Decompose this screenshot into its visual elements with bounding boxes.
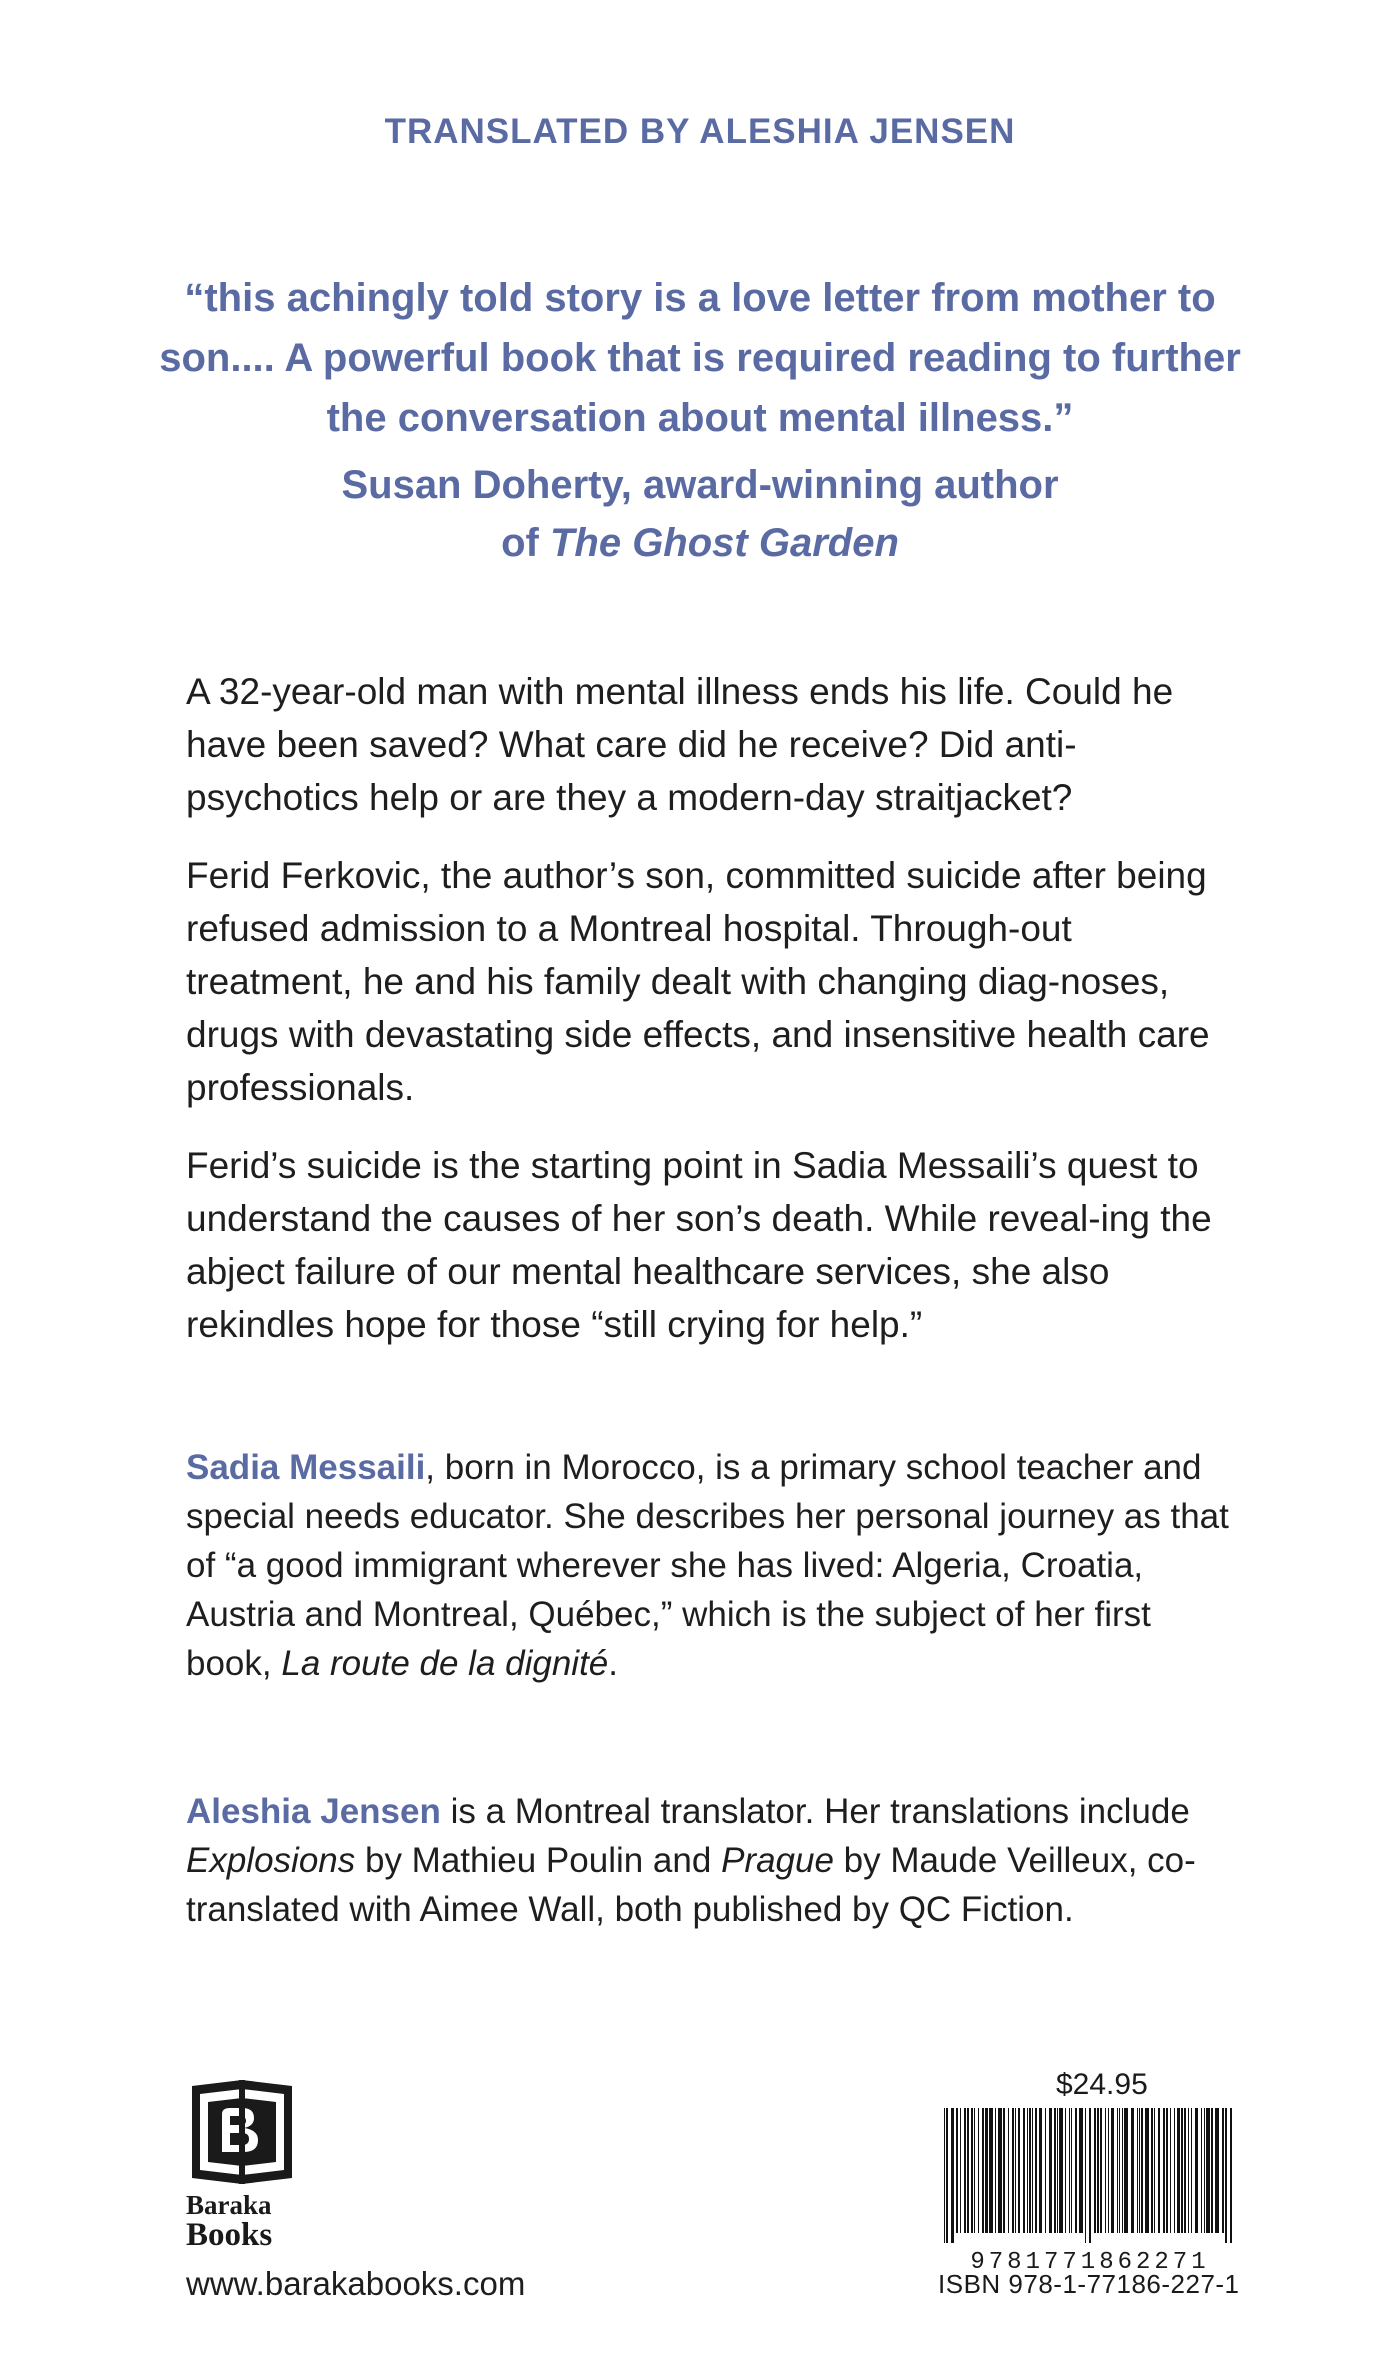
translator-bio-part3: by Maude Veilleux, co-translated with Aimee Wall, both published by QC Fiction. (186, 1841, 1196, 1929)
author-name: Sadia Messaili (186, 1448, 426, 1487)
barcode-bar (1137, 2108, 1138, 2233)
barcode-bar (1032, 2108, 1033, 2233)
attribution-book-title: The Ghost Garden (549, 521, 899, 565)
barcode-bar (1170, 2108, 1171, 2233)
barcode-bar (1145, 2108, 1149, 2233)
barcode-bar (946, 2108, 948, 2243)
barcode-bar (995, 2108, 996, 2233)
publisher-name-line-1: Baraka (186, 2190, 272, 2220)
barcode-bar (1018, 2108, 1020, 2233)
author-bio-text (186, 1443, 1246, 1688)
translator-work-1: Explosions (186, 1841, 356, 1880)
barcode-bar (1117, 2108, 1118, 2233)
barcode-bar (985, 2108, 988, 2233)
barcode-bar (1122, 2108, 1123, 2233)
blurb-quote (150, 268, 1250, 572)
barcode-bar (1131, 2108, 1134, 2233)
barcode-bar (1075, 2108, 1077, 2233)
barcode-bar (1035, 2108, 1037, 2233)
barcode-bar (1174, 2108, 1175, 2233)
author-first-book: La route de la dignité (281, 1644, 609, 1683)
barcode-bar (1215, 2108, 1219, 2233)
barcode-bar (1105, 2108, 1106, 2233)
barcode-bar (1039, 2108, 1042, 2233)
barcode-bar (956, 2108, 958, 2233)
barcode-bar (971, 2108, 973, 2233)
barcode-bar (1071, 2108, 1072, 2233)
publisher-name (186, 2190, 273, 2253)
translator-bio-part1: is a Montreal translator. Her translations include (440, 1792, 1190, 1831)
barcode-bar (1100, 2108, 1102, 2233)
barcode-bar (1057, 2108, 1058, 2233)
barcode-bar (1059, 2108, 1063, 2233)
description-paragraph-2: Ferid Ferkovic, the author’s son, committed suicide after being refused admission to a Montreal hospital. Through-out treatment, he and his family dealt with changing diag-noses, drugs with devastating side effects, and insensitive health care professionals. (186, 855, 1210, 1108)
barcode-bar (1111, 2108, 1114, 2233)
barcode-bar (1225, 2108, 1227, 2243)
barcode-bar (1003, 2108, 1005, 2233)
barcode-bar (998, 2108, 1002, 2233)
barcode-bar (1139, 2108, 1140, 2233)
barcode-bar (1015, 2108, 1016, 2233)
barcode-bar (1166, 2108, 1168, 2233)
barcode-bar (1079, 2108, 1083, 2233)
barcode-bar (1206, 2108, 1210, 2233)
barcode-bar (1094, 2108, 1096, 2233)
barcode-bar (1054, 2108, 1056, 2233)
barcode-bar (1124, 2108, 1128, 2233)
translator-bio-part2: by Mathieu Poulin and (355, 1841, 722, 1880)
translator-bio (186, 1787, 1246, 1934)
barcode-bar (1045, 2108, 1046, 2233)
barcode-bar (1230, 2108, 1232, 2243)
attribution-of: of (501, 521, 550, 565)
barcode-bar (1108, 2108, 1109, 2233)
barcode-bar (1195, 2108, 1198, 2233)
price-label: $24.95 (1056, 2068, 1148, 2101)
barcode-bar (1184, 2108, 1186, 2233)
barcode-bar (1065, 2108, 1066, 2233)
isbn-number: ISBN 978-1-77186-227-1 (938, 2269, 1240, 2299)
barcode-bar (982, 2108, 984, 2233)
author-bio-body: , born in Morocco, is a primary school teacher and special needs educator. She describes her personal journey as that of “a good immigrant wherever she has lived: Algeria, Croatia, Austria and Montreal, Québec,” which is the subject of her first book, (186, 1448, 1229, 1683)
barcode-bar (1023, 2108, 1025, 2233)
quote-attribution (150, 456, 1250, 572)
barcode-bar (1141, 2108, 1143, 2233)
book-description (186, 665, 1246, 1376)
quote-text: “this achingly told story is a love letter from mother to son.... A powerful book that is required reading to further the conversation about mental illness.” (159, 276, 1241, 440)
barcode-bar (1177, 2108, 1180, 2233)
barcode-bar (1222, 2108, 1224, 2233)
barcode-bar (1191, 2108, 1192, 2233)
description-paragraph-1: A 32-year-old man with mental illness ends his life. Could he have been saved? What care did he receive? Did anti-psychotics help or are they a modern-day straitjacket? (186, 671, 1174, 818)
baraka-books-logo-icon (186, 2078, 298, 2188)
translator-credit: TRANSLATED BY ALESHIA JENSEN (384, 112, 1016, 151)
barcode-bar (1154, 2108, 1155, 2233)
barcode-bar (1027, 2108, 1028, 2233)
description-paragraph-3: Ferid’s suicide is the starting point in Sadia Messaili’s quest to understand the causes of her son’s death. While reveal-ing the abject failure of our mental healthcare services, she also rekindles hope for those “still crying for help.” (186, 1145, 1212, 1345)
barcode-bar (1029, 2108, 1031, 2233)
barcode-bar (964, 2108, 966, 2233)
barcode-bar (1012, 2108, 1014, 2233)
barcode-bar (967, 2108, 969, 2233)
barcode-bar (951, 2108, 954, 2243)
barcode-bar (1097, 2108, 1099, 2233)
translator-name: Aleshia Jensen (186, 1792, 441, 1831)
barcode-bar (1119, 2108, 1120, 2233)
barcode-bar (1211, 2108, 1213, 2233)
barcode-bar (989, 2108, 993, 2233)
barcode-digits: 9781771862271 (970, 2249, 1210, 2276)
publisher-name-line-2: Books (186, 2217, 273, 2253)
barcode-bar (1151, 2108, 1153, 2233)
translator-work-2: Prague (721, 1841, 834, 1880)
barcode-bar (1049, 2108, 1052, 2233)
translator-bio-text (186, 1787, 1246, 1934)
barcode-bar (1188, 2108, 1189, 2233)
barcode-bar (974, 2108, 975, 2233)
barcode-bar (1163, 2108, 1165, 2233)
barcode-bar (960, 2108, 961, 2233)
author-bio (186, 1443, 1246, 1688)
barcode-bar (1181, 2108, 1183, 2233)
publisher-website: www.barakabooks.com (186, 2265, 526, 2302)
barcode-bar (1069, 2108, 1070, 2233)
barcode-bar (1085, 2108, 1086, 2243)
attribution-author: Susan Doherty, award-winning author (341, 463, 1059, 507)
isbn-barcode (940, 2108, 1240, 2278)
barcode-bar (1008, 2108, 1009, 2233)
barcode-bar (978, 2108, 979, 2233)
barcode-bar (1158, 2108, 1160, 2233)
barcode-bar (1201, 2108, 1202, 2233)
author-bio-end: . (608, 1644, 619, 1683)
barcode-bar (1204, 2108, 1205, 2233)
barcode-bar (1089, 2108, 1091, 2243)
barcode-bar (944, 2108, 945, 2243)
